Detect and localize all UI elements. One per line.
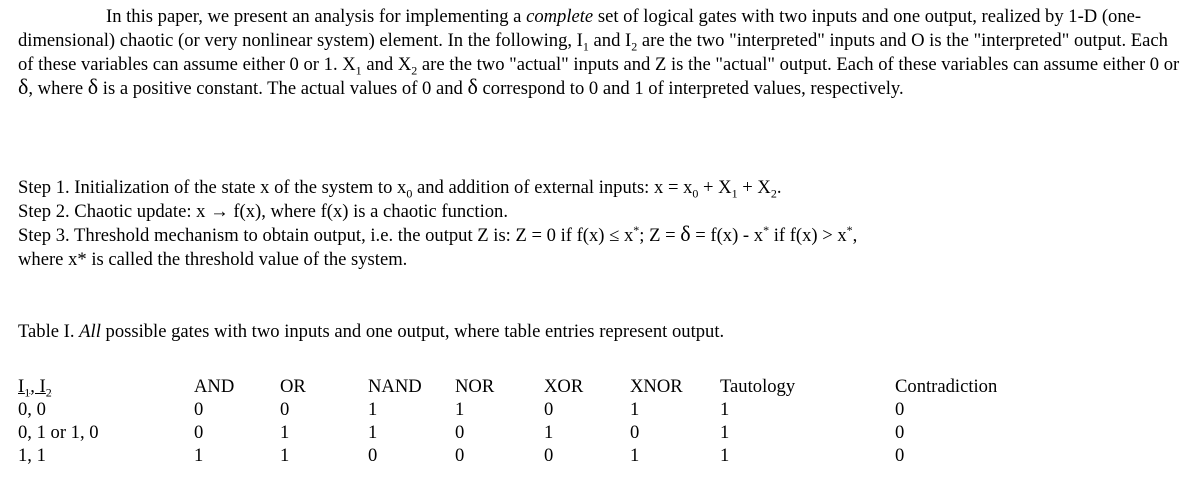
table-cell: 0	[194, 422, 204, 443]
subscript: 2	[631, 39, 638, 54]
header-cell: Tautology	[720, 376, 796, 397]
table-cell: 1	[280, 445, 290, 466]
table-cell: 0	[455, 445, 465, 466]
subscript: 1	[731, 186, 738, 201]
step-3-continuation: where x* is called the threshold value of the system.	[18, 249, 408, 270]
row-input: 0, 1 or 1, 0	[18, 422, 99, 443]
text-run: = f(x) - x	[690, 225, 764, 246]
table-cell: 1	[630, 445, 640, 466]
delta-symbol: δ	[18, 74, 29, 99]
text-run: ; Z =	[639, 225, 681, 246]
header-cell: Contradiction	[895, 376, 998, 397]
table-cell: 1	[455, 399, 465, 420]
text-run: ,	[852, 225, 858, 246]
superscript: *	[763, 222, 770, 237]
table-row	[18, 421, 1035, 444]
text-run: Step 1. Initialization of the state x of the system to x	[18, 177, 407, 198]
header-cell: AND	[194, 376, 235, 397]
subscript: 1	[582, 39, 589, 54]
table-cell: 1	[630, 399, 640, 420]
text-run: if f(x) > x	[769, 225, 847, 246]
text-run: In this paper, we present an analysis for implementing a	[106, 6, 527, 27]
step-3	[18, 221, 1183, 248]
text-run: and X	[361, 54, 412, 75]
table-cell: 1	[720, 445, 730, 466]
emphasis-all: All	[79, 321, 101, 342]
intro-paragraph	[18, 5, 1183, 101]
superscript: *	[846, 222, 853, 237]
subscript: 2	[45, 385, 52, 400]
table-cell: 0	[895, 445, 905, 466]
delta-symbol: δ	[680, 221, 691, 246]
text-run: Table I.	[18, 321, 80, 342]
row-input: 1, 1	[18, 445, 46, 466]
table-cell: 0	[280, 399, 290, 420]
table-cell: 1	[368, 399, 378, 420]
emphasis-complete: complete	[526, 6, 594, 27]
inputs-label	[18, 376, 52, 400]
truth-table	[18, 375, 1035, 467]
table-cell: 1	[544, 422, 554, 443]
header-inputs	[18, 375, 194, 398]
text-run: and addition of external inputs: x = x	[412, 177, 693, 198]
table-cell: 0	[895, 399, 905, 420]
row-input: 0, 0	[18, 399, 46, 420]
subscript: 2	[411, 63, 418, 78]
table-cell: 0	[368, 445, 378, 466]
table-cell: 0	[544, 399, 554, 420]
text-run: , where	[28, 78, 88, 99]
text-run: .	[776, 177, 782, 198]
table-caption	[18, 320, 1183, 344]
table-cell: 0	[630, 422, 640, 443]
superscript: *	[633, 222, 640, 237]
header-cell: OR	[280, 376, 306, 397]
delta-symbol: δ	[87, 74, 99, 99]
table-cell: 1	[194, 445, 204, 466]
header-cell: XNOR	[630, 376, 683, 397]
table-cell: 1	[720, 422, 730, 443]
text-run: Step 3. Threshold mechanism to obtain output, i.e. the output Z is: Z = 0 if f(x) ≤ x	[18, 225, 634, 246]
text-run: and I	[588, 30, 632, 51]
subscript: 0	[406, 186, 413, 201]
subscript: 1	[24, 385, 31, 400]
step-1	[18, 176, 1183, 200]
table-cell: 1	[280, 422, 290, 443]
delta-symbol: δ	[467, 74, 478, 99]
text-run: is a positive constant. The actual values of 0 and	[98, 78, 468, 99]
table-cell: 0	[895, 422, 905, 443]
table-cell: 0	[194, 399, 204, 420]
text-run: set of logical gates with two inputs and one output, realized by 1-D (one-dimensional) chaotic (or very nonlinear system) element. In the following, I	[18, 6, 1142, 51]
text-run: possible gates with two inputs and one output, where table entries represent output.	[100, 321, 725, 342]
header-cell: XOR	[544, 376, 584, 397]
table-cell: 1	[368, 422, 378, 443]
table-row	[18, 444, 1035, 467]
table-cell: 1	[720, 399, 730, 420]
subscript: 1	[355, 63, 362, 78]
header-cell: NAND	[368, 376, 422, 397]
steps-block	[18, 176, 1183, 272]
subscript: 0	[692, 186, 699, 201]
step-2: Step 2. Chaotic update: x → f(x), where f(x) is a chaotic function.	[18, 201, 509, 222]
table-cell: 0	[544, 445, 554, 466]
text-run: are the two "actual" inputs and Z is the "actual" output. Each of these variables can assume either 0 or	[417, 54, 1180, 75]
subscript: 2	[770, 186, 777, 201]
text-run: + X	[698, 177, 732, 198]
text-run: are the two "interpreted" inputs and O is the "interpreted" output. Each of these variables can assume either 0 or 1. X	[18, 30, 1168, 75]
text-run: correspond to 0 and 1 of interpreted values, respectively.	[477, 78, 904, 99]
text-run: , I	[30, 376, 46, 397]
text-run: + X	[737, 177, 771, 198]
header-cell: NOR	[455, 376, 495, 397]
table-cell: 0	[455, 422, 465, 443]
text-run: I	[18, 376, 25, 397]
table-header-row	[18, 375, 1035, 398]
table-row	[18, 398, 1035, 421]
